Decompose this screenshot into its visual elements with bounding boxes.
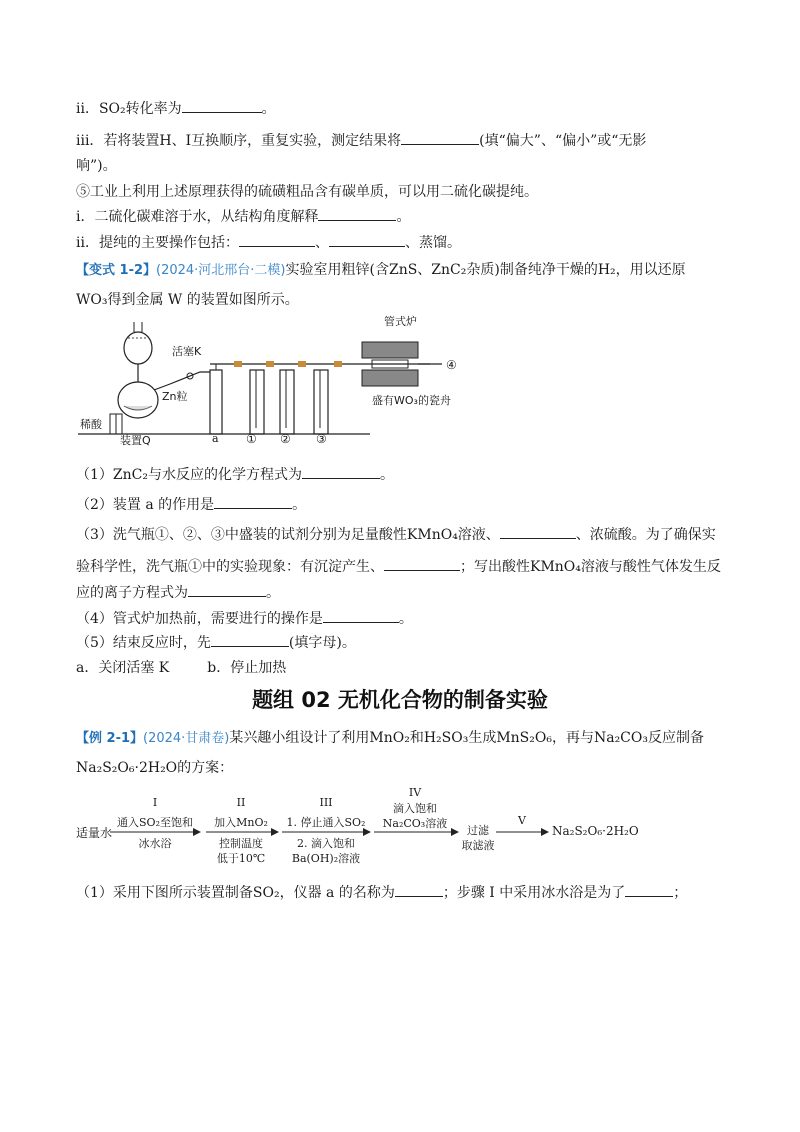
flow-step-3-num: III <box>319 796 333 809</box>
question-line <box>76 632 356 653</box>
example-text: Na₂S₂O₆·2H₂O的方案： <box>76 760 234 776</box>
flow-product: Na₂S₂O₆·2H₂O <box>552 824 639 838</box>
variant-tag: 【变式 1-2】 <box>76 263 157 278</box>
variant-text: WO₃得到金属 W 的装置如图所示。 <box>76 292 299 308</box>
question-text: （1）采用下图所示装置制备SO₂，仪器 a 的名称为 <box>76 885 395 901</box>
variant-header <box>76 260 686 281</box>
flow-step-3-top: 1. 停止通入SO₂ <box>286 816 366 829</box>
variant-text: 实验室用粗锌(含ZnS、ZnC₂杂质)制备纯净干燥的H₂，用以还原 <box>285 262 686 278</box>
label-bottle-2: ② <box>280 432 291 446</box>
question-text: 、 <box>314 235 329 251</box>
flow-step-1-num: I <box>152 796 158 809</box>
flow-step-4-num: IV <box>408 786 422 799</box>
flow-step-3-bottom: 2. 滴入饱和 <box>297 837 355 850</box>
question-text: （1）ZnC₂与水反应的化学方程式为 <box>76 467 302 483</box>
answer-blank[interactable] <box>182 98 262 113</box>
flow-step-3-bottom: Ba(OH)₂溶液 <box>291 852 361 865</box>
question-line <box>76 582 280 603</box>
question-line <box>76 556 721 577</box>
question-line <box>76 98 276 119</box>
question-text: 。 <box>398 611 413 627</box>
answer-blank[interactable] <box>500 524 576 539</box>
question-text: 。 <box>379 467 394 483</box>
variant-line <box>76 290 299 310</box>
question-text: 。 <box>261 101 276 117</box>
flow-step-1-bottom: 冰水浴 <box>138 837 172 850</box>
label-bottle-3: ③ <box>316 432 327 446</box>
answer-blank[interactable] <box>214 494 292 509</box>
answer-blank[interactable] <box>384 556 460 571</box>
question-text: iii．若将装置H、I互换顺序，重复实验，测定结果将 <box>76 133 402 149</box>
question-line <box>76 464 394 485</box>
question-text: 。 <box>292 497 307 513</box>
answer-blank[interactable] <box>318 206 396 221</box>
question-line <box>76 882 687 903</box>
section-heading: 题组 02 无机化合物的制备实验 <box>252 688 548 712</box>
question-text: 响”)。 <box>76 158 117 174</box>
question-text: （4）管式炉加热前，需要进行的操作是 <box>76 611 323 627</box>
question-line <box>76 182 538 202</box>
answer-blank[interactable] <box>323 608 399 623</box>
option-b: b．停止加热 <box>207 660 287 676</box>
label-furnace: 管式炉 <box>384 315 417 328</box>
flow-filter: 过滤 <box>467 824 489 837</box>
answer-blank[interactable] <box>188 582 266 597</box>
question-text: ⑤工业上利用上述原理获得的硫磺粗品含有碳单质，可以用二硫化碳提纯。 <box>76 184 538 200</box>
question-line <box>76 608 413 629</box>
flow-step-4-top: 滴入饱和 <box>393 802 437 815</box>
question-text: ； <box>673 885 688 901</box>
flow-start: 适量水 <box>76 826 113 840</box>
flow-step-4-top: Na₂CO₃溶液 <box>382 817 448 830</box>
flow-step-2-num: II <box>236 796 246 809</box>
option-a: a．关闭活塞 K <box>76 660 170 676</box>
question-text: （5）结束反应时，先 <box>76 635 211 651</box>
question-text: ；步骤 I 中采用冰水浴是为了 <box>442 885 626 901</box>
question-text: (填“偏大”、“偏小”或“无影 <box>479 133 647 149</box>
example-source: (2024·甘肃卷) <box>143 731 230 746</box>
answer-blank[interactable] <box>625 882 673 897</box>
answer-blank[interactable] <box>239 232 315 247</box>
example-line <box>76 758 233 778</box>
answer-blank[interactable] <box>211 632 289 647</box>
label-acid: 稀酸 <box>80 418 102 431</box>
flow-step-5-num: V <box>518 814 526 827</box>
answer-blank[interactable] <box>329 232 405 247</box>
variant-source: (2024·河北邢台·二模) <box>156 263 286 278</box>
question-text: 应的离子方程式为 <box>76 585 188 601</box>
answer-blank[interactable] <box>302 464 380 479</box>
answer-blank[interactable] <box>401 130 479 145</box>
question-line <box>76 658 286 678</box>
question-line <box>76 130 646 151</box>
flow-step-2-top: 加入MnO₂ <box>214 816 268 829</box>
question-text: 、浓硫酸。为了确保实 <box>575 527 716 543</box>
question-text: i．二硫化碳难溶于水，从结构角度解释 <box>76 209 319 225</box>
question-text: 。 <box>396 209 411 225</box>
question-text: ii．SO₂转化率为 <box>76 101 182 117</box>
question-line <box>76 206 410 227</box>
question-text: （3）洗气瓶①、②、③中盛装的试剂分别为足量酸性KMnO₄溶液、 <box>76 527 500 543</box>
label-zn: Zn粒 <box>162 390 188 403</box>
flow-step-2-bottom: 低于10℃ <box>216 852 266 865</box>
question-text: ii．提纯的主要操作包括： <box>76 235 239 251</box>
example-text: 某兴趣小组设计了利用MnO₂和H₂SO₃生成MnS₂O₆，再与Na₂CO₃反应制备 <box>229 730 704 746</box>
question-line <box>76 232 461 253</box>
label-outlet-4: ④ <box>446 358 457 372</box>
question-line <box>76 524 716 545</box>
flow-step-1-top: 通入SO₂至饱和 <box>117 816 193 829</box>
label-stopcock: 活塞K <box>172 345 202 358</box>
label-boat: 盛有WO₃的瓷舟 <box>372 394 451 407</box>
flow-filtrate: 取滤液 <box>461 839 495 852</box>
question-line <box>76 156 117 176</box>
example-tag: 【例 2-1】 <box>76 731 144 746</box>
label-bottle-a: a <box>212 432 219 445</box>
question-text: ；写出酸性KMnO₄溶液与酸性气体发生反 <box>460 559 721 575</box>
question-text: 验科学性，洗气瓶①中的实验现象：有沉淀产生、 <box>76 559 384 575</box>
label-bottle-1: ① <box>246 432 257 446</box>
question-text: 。 <box>266 585 280 601</box>
question-text: （2）装置 a 的作用是 <box>76 497 215 513</box>
question-text: (填字母)。 <box>288 635 356 651</box>
flow-step-2-bottom: 控制温度 <box>219 837 263 850</box>
answer-blank[interactable] <box>395 882 443 897</box>
question-text: 、蒸馏。 <box>404 235 461 251</box>
example-header <box>76 728 704 749</box>
question-line <box>76 494 306 515</box>
label-device-q: 装置Q <box>120 434 151 447</box>
